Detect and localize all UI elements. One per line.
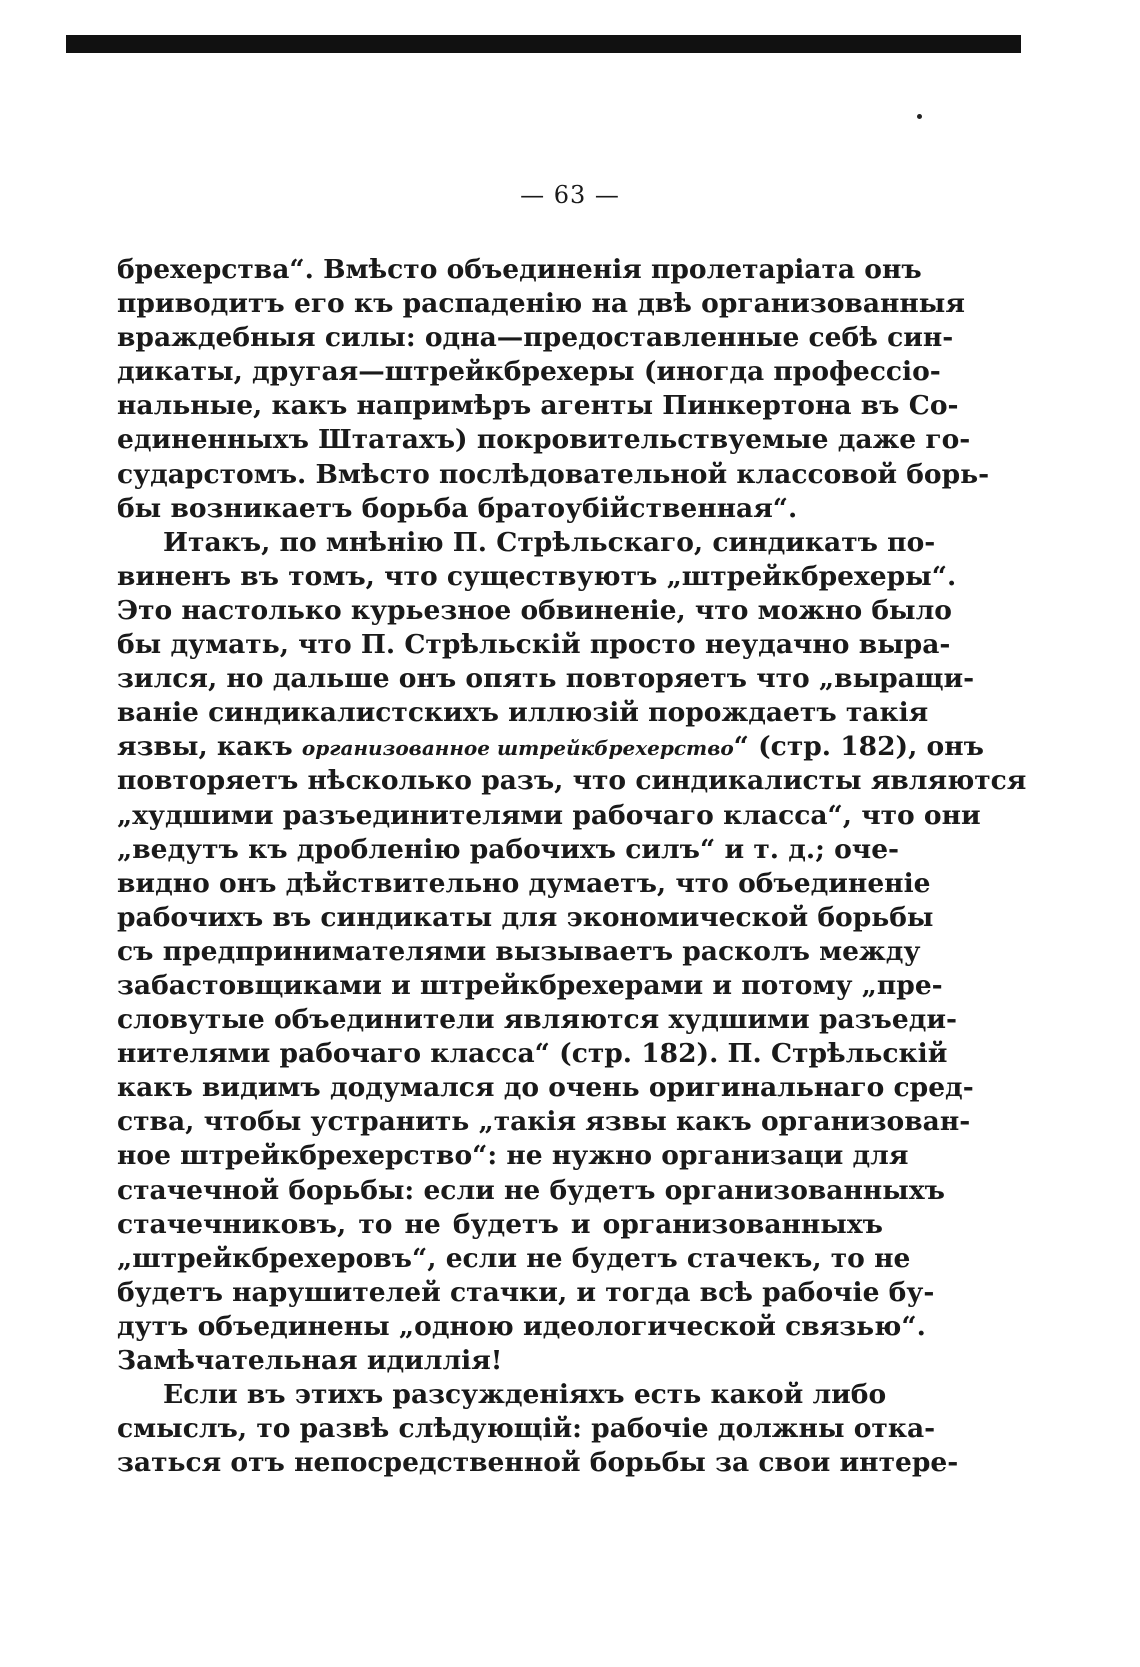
text-line: стачечной борьбы: если не будетъ организованныхъ	[117, 1174, 945, 1206]
text-line: какъ видимъ додумался до очень оригинальнаго сред-	[117, 1072, 974, 1104]
text-line: сударстомъ. Вмѣсто послѣдовательной классовой борь-	[117, 458, 990, 490]
body-text	[117, 253, 1027, 1480]
text-line: зился, но дальше онъ опять повторяетъ что „выращи-	[117, 663, 975, 695]
text-line: виненъ въ томъ, что существуютъ „штрейкбрехеры“.	[117, 560, 957, 592]
text-line: дикаты, другая—штрейкбрехеры (иногда профессіо-	[117, 356, 941, 388]
text-line: враждебныя силы: одна—предоставленные себѣ син-	[117, 322, 954, 354]
page-number: — 63 —	[520, 181, 620, 209]
text-line: смыслъ, то развѣ слѣдующій: рабочіе должны отка-	[117, 1413, 936, 1445]
text-line: нальные, какъ напримѣръ агенты Пинкертона въ Со-	[117, 390, 959, 422]
text-segment: “ (стр. 182), онъ	[733, 731, 984, 763]
italic-quote: организованное штрейкбрехерство	[301, 736, 734, 761]
text-line: „худшими разъединителями рабочаго класса“, что они	[117, 799, 981, 831]
print-speck	[917, 114, 922, 119]
text-line-with-italic	[117, 730, 984, 764]
text-line: забастовщиками и штрейкбрехерами и потому „пре-	[117, 969, 943, 1001]
text-line: повторяетъ нѣсколько разъ, что синдикалисты являются	[117, 765, 1027, 797]
text-line: Итакъ, по мнѣнію П. Стрѣльскаго, синдикатъ по-	[163, 526, 936, 558]
text-line: стачечниковъ, то не будетъ и организованныхъ	[117, 1208, 883, 1240]
text-line: приводитъ его къ распаденію на двѣ организованныя	[117, 288, 965, 320]
text-line: ное штрейкбрехерство“: не нужно организаци для	[117, 1140, 909, 1172]
text-segment: язвы, какъ	[117, 731, 302, 763]
text-line: будетъ нарушителей стачки, и тогда всѣ рабочіе бу-	[117, 1276, 935, 1308]
top-rule	[66, 35, 1021, 53]
text-line: ваніе синдикалистскихъ иллюзій порождаетъ такія	[117, 697, 929, 729]
text-line: ства, чтобы устранить „такія язвы какъ организован-	[117, 1106, 971, 1138]
text-line: единенныхъ Штатахъ) покровительствуемые даже го-	[117, 424, 971, 456]
text-line: Это настолько курьезное обвиненіе, что можно было	[117, 594, 952, 626]
text-line: нителями рабочаго класса“ (стр. 182). П. Стрѣльскій	[117, 1038, 948, 1070]
text-line: брехерства“. Вмѣсто объединенія пролетаріата онъ	[117, 254, 922, 285]
text-line: бы возникаетъ борьба братоубійственная“.	[117, 492, 798, 524]
text-line: заться отъ непосредственной борьбы за свои интере-	[117, 1447, 959, 1479]
text-line: бы думать, что П. Стрѣльскій просто неудачно выра-	[117, 629, 951, 661]
text-line: „штрейкбрехеровъ“, если не будетъ стачекъ, то не	[117, 1242, 911, 1274]
text-line: „ведутъ къ дробленію рабочихъ силъ“ и т. д.; оче-	[117, 833, 900, 865]
text-line: словутые объединители являются худшими разъеди-	[117, 1004, 958, 1036]
text-line: рабочихъ въ синдикаты для экономической борьбы	[117, 901, 934, 933]
text-line: видно онъ дѣйствительно думаетъ, что объединеніе	[117, 867, 931, 899]
text-line: Если въ этихъ разсужденіяхъ есть какой либо	[163, 1379, 887, 1411]
text-line: Замѣчательная идиллія!	[117, 1345, 503, 1376]
text-line: дутъ объединены „одною идеологической связью“.	[117, 1310, 926, 1342]
text-line: съ предпринимателями вызываетъ расколъ между	[117, 935, 921, 967]
